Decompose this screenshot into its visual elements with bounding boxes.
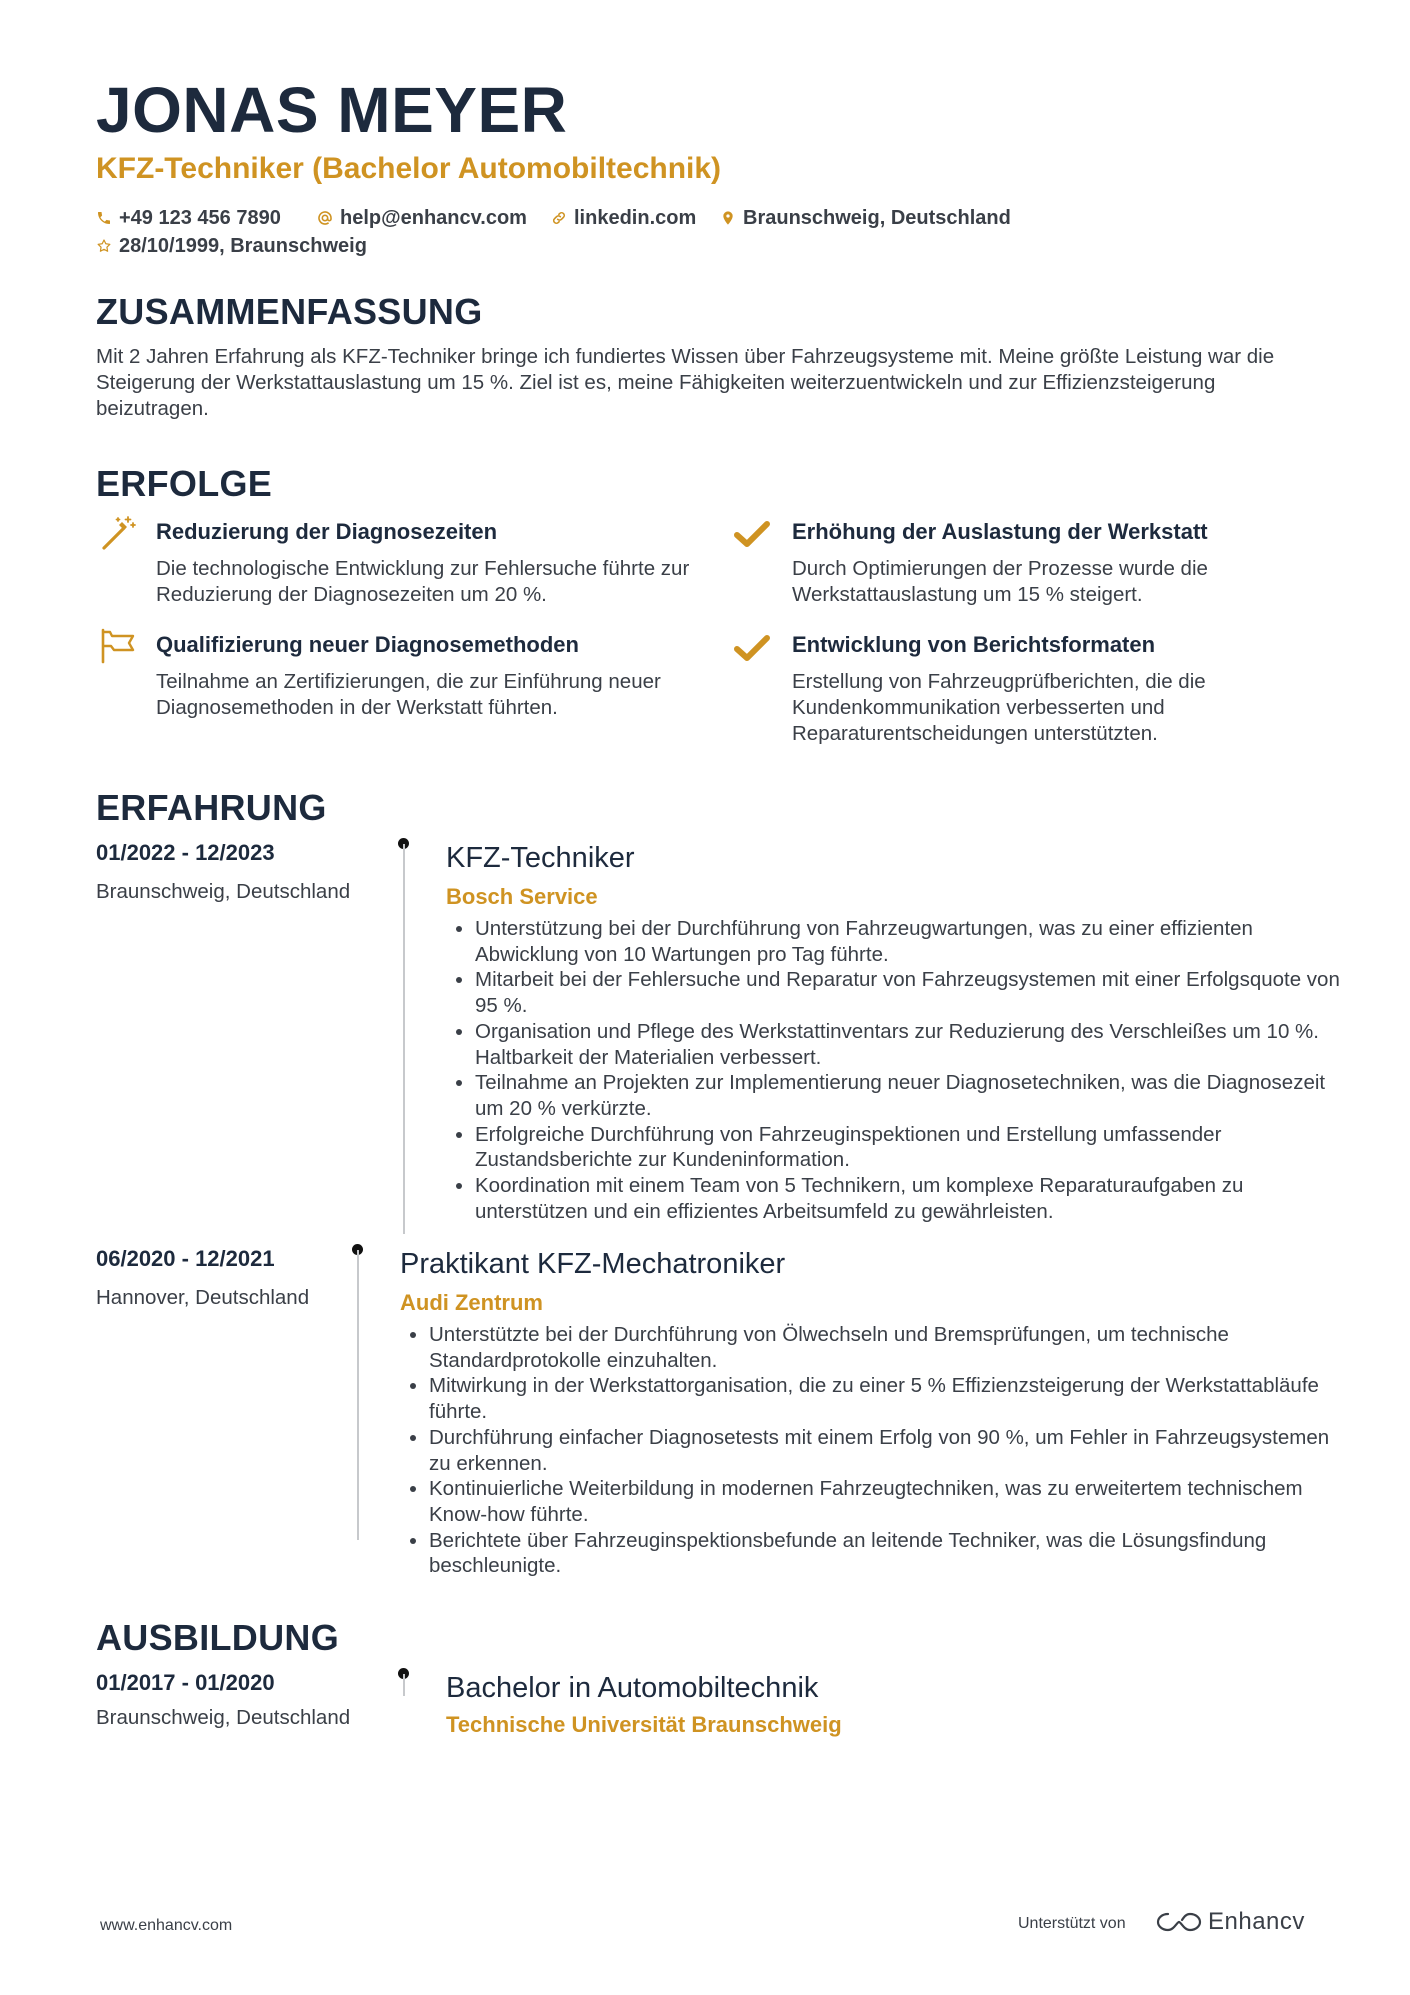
job-bullet: • Organisation und Pflege des Werkstattinventars zur Reduzierung des Verschleißes um 10 %. Haltbarkeit der Materialien verbessert. <box>475 1019 1355 1070</box>
job-bullet: • Kontinuierliche Weiterbildung in modernen Fahrzeugtechniken, was zu erweitertem technischem Know-how führte. <box>429 1476 1355 1527</box>
education-heading: AUSBILDUNG <box>96 1617 339 1658</box>
summary-heading: ZUSAMMENFASSUNG <box>96 291 483 332</box>
job-role: KFZ-Techniker <box>446 842 635 874</box>
contact-email[interactable] <box>317 208 527 228</box>
achievement-title: Entwicklung von Berichtsformaten <box>792 632 1156 657</box>
job-bullet: • Mitarbeit bei der Fehlersuche und Reparatur von Fahrzeugsystemen mit einer Erfolgsquote von 95 %. <box>475 967 1355 1018</box>
phone-text: +49 123 456 7890 <box>119 207 281 229</box>
checkmark-icon <box>732 514 772 554</box>
candidate-name: JONAS MEYER <box>96 74 568 146</box>
job-dates: 06/2020 - 12/2021 <box>96 1246 275 1271</box>
location-text: Braunschweig, Deutschland <box>743 207 1011 229</box>
footer-url[interactable]: www.enhancv.com <box>100 1917 233 1934</box>
achievement-desc: Die technologische Entwicklung zur Fehlersuche führte zur Reduzierung der Diagnosezeiten um 20 %. <box>156 557 690 606</box>
education-dates: 01/2017 - 01/2020 <box>96 1670 275 1695</box>
enhancv-logo[interactable] <box>1156 1910 1305 1934</box>
job-bullet: • Koordination mit einem Team von 5 Technikern, um komplexe Reparaturaufgaben zu unterstützen und ein effizientes Arbeitsumfeld zu gewährleisten. <box>475 1173 1355 1224</box>
achievement-desc: Durch Optimierungen der Prozesse wurde die Werkstattauslastung um 15 % steigert. <box>792 557 1208 606</box>
job-bullet: • Erfolgreiche Durchführung von Fahrzeuginspektionen und Erstellung umfassender Zustandsberichte zur Kundeninformation. <box>475 1122 1355 1173</box>
achievement-desc: Teilnahme an Zertifizierungen, die zur Einführung neuer Diagnosemethoden in der Werkstatt führten. <box>156 670 661 719</box>
job-company: Audi Zentrum <box>400 1290 543 1315</box>
job-location: Braunschweig, Deutschland <box>96 880 351 903</box>
linkedin-link[interactable]: linkedin.com <box>574 207 697 229</box>
job-company: Bosch Service <box>446 884 598 909</box>
job-bullet: • Berichtete über Fahrzeuginspektionsbefunde an leitende Techniker, was die Lösungsfindung beschleunigte. <box>429 1528 1355 1579</box>
enhancv-logo-icon <box>1156 1910 1202 1934</box>
job-bullet: • Unterstützung bei der Durchführung von Fahrzeugwartungen, was zu einer effizienten Abwicklung von 10 Wartungen pro Tag führte. <box>475 916 1355 967</box>
enhancv-brand: Enhancv <box>1208 1908 1305 1935</box>
timeline-line <box>357 1250 359 1540</box>
education-degree: Bachelor in Automobiltechnik <box>446 1672 819 1704</box>
job-role: Praktikant KFZ-Mechatroniker <box>400 1248 786 1280</box>
contact-linkedin[interactable] <box>551 208 696 228</box>
achievement-title: Reduzierung der Diagnosezeiten <box>156 519 498 544</box>
job-dates: 01/2022 - 12/2023 <box>96 840 275 865</box>
contact-location <box>720 208 1011 228</box>
achievements-heading: ERFOLGE <box>96 463 273 504</box>
email-link[interactable]: help@enhancv.com <box>340 207 527 229</box>
achievement-title: Erhöhung der Auslastung der Werkstatt <box>792 519 1208 544</box>
timeline-line <box>403 844 405 1234</box>
flag-icon <box>98 626 138 666</box>
birth-text: 28/10/1999, Braunschweig <box>119 235 367 257</box>
job-bullet: • Teilnahme an Projekten zur Implementierung neuer Diagnosetechniken, was die Diagnosezeit um 20 % verkürzte. <box>475 1070 1355 1121</box>
job-bullet: • Unterstützte bei der Durchführung von Ölwechseln und Bremsprüfungen, um technische Standardprotokolle einzuhalten. <box>429 1322 1355 1373</box>
job-bullet: • Durchführung einfacher Diagnosetests mit einem Erfolg von 90 %, um Fehler in Fahrzeugsystemen zu erkennen. <box>429 1425 1355 1476</box>
magic-wand-icon <box>98 514 138 554</box>
star-icon <box>96 238 112 254</box>
experience-heading: ERFAHRUNG <box>96 787 327 828</box>
at-icon <box>317 210 333 226</box>
education-location: Braunschweig, Deutschland <box>96 1706 351 1729</box>
contact-phone <box>96 208 281 228</box>
link-icon <box>551 210 567 226</box>
contact-birth <box>96 236 367 256</box>
summary-text: Mit 2 Jahren Erfahrung als KFZ-Techniker bringe ich fundiertes Wissen über Fahrzeugsysteme mit. Meine größte Leistung war die Steigerung der Werkstattauslastung um 15 %. Ziel ist es, meine Fähigkeiten weiterzuentwickeln und zur Effizienzsteigerung beizutragen. <box>96 345 1275 420</box>
education-school: Technische Universität Braunschweig <box>446 1712 842 1737</box>
timeline-line <box>403 1674 405 1696</box>
achievement-title: Qualifizierung neuer Diagnosemethoden <box>156 632 579 657</box>
job-bullets <box>446 916 1355 1224</box>
job-bullet: • Mitwirkung in der Werkstattorganisation, die zu einer 5 % Effizienzsteigerung der Werkstattabläufe führte. <box>429 1373 1355 1424</box>
map-pin-icon <box>720 210 736 226</box>
achievement-desc: Erstellung von Fahrzeugprüfberichten, die die Kundenkommunikation verbesserten und Reparaturentscheidungen unterstützten. <box>792 670 1206 745</box>
phone-icon <box>96 210 112 226</box>
job-location: Hannover, Deutschland <box>96 1286 310 1309</box>
powered-by-text: Unterstützt von <box>1018 1915 1126 1932</box>
job-bullets <box>400 1322 1355 1579</box>
candidate-title: KFZ-Techniker (Bachelor Automobiltechnik) <box>96 152 722 185</box>
checkmark-icon <box>732 628 772 668</box>
